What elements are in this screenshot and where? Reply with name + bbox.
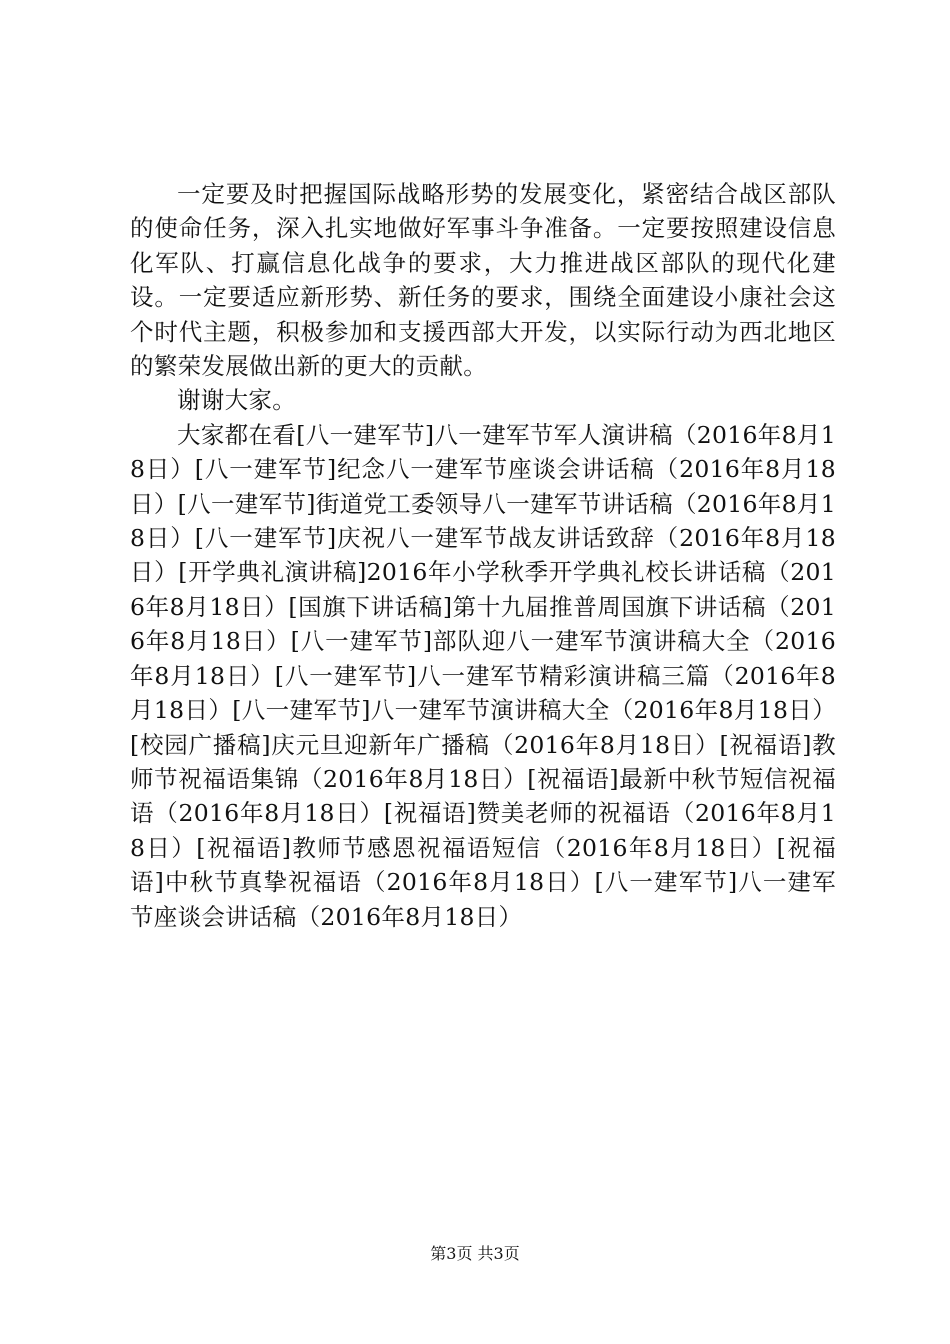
paragraph-closing-remarks: 一定要及时把握国际战略形势的发展变化，紧密结合战区部队的使命任务，深入扎实地做好军事斗争准备。一定要按照建设信息化军队、打赢信息化战争的要求，大力推进战区部队的现代化建设。一定要适应新形势、新任务的要求，围绕全面建设小康社会这个时代主题，积极参加和支援西部大开发，以实际行动为西北地区的繁荣发展做出新的更大的贡献。: [130, 180, 836, 381]
document-body: [130, 177, 836, 934]
paragraph-thanks: 谢谢大家。: [177, 386, 296, 415]
page-number-footer: 第3页 共3页: [430, 1244, 520, 1263]
paragraph-related-articles: 大家都在看[八一建军节]八一建军节军人演讲稿（2016年8月18日）[八一建军节]纪念八一建军节座谈会讲话稿（2016年8月18日）[八一建军节]街道党工委领导八一建军节讲话稿（2016年8月18日）[八一建军节]庆祝八一建军节战友讲话致辞（2016年8月18日）[开学典礼演讲稿]2016年小学秋季开学典礼校长讲话稿（2016年8月18日）[国旗下讲话稿]第十九届推普周国旗下讲话稿（2016年8月18日）[八一建军节]部队迎八一建军节演讲稿大全（2016年8月18日）[八一建军节]八一建军节精彩演讲稿三篇（2016年8月18日）[八一建军节]八一建军节演讲稿大全（2016年8月18日）[校园广播稿]庆元旦迎新年广播稿（2016年8月18日）[祝福语]教师节祝福语集锦（2016年8月18日）[祝福语]最新中秋节短信祝福语（2016年8月18日）[祝福语]赞美老师的祝福语（2016年8月18日）[祝福语]教师节感恩祝福语短信（2016年8月18日）[祝福语]中秋节真挚祝福语（2016年8月18日）[八一建军节]八一建军节座谈会讲话稿（2016年8月18日）: [130, 420, 836, 931]
